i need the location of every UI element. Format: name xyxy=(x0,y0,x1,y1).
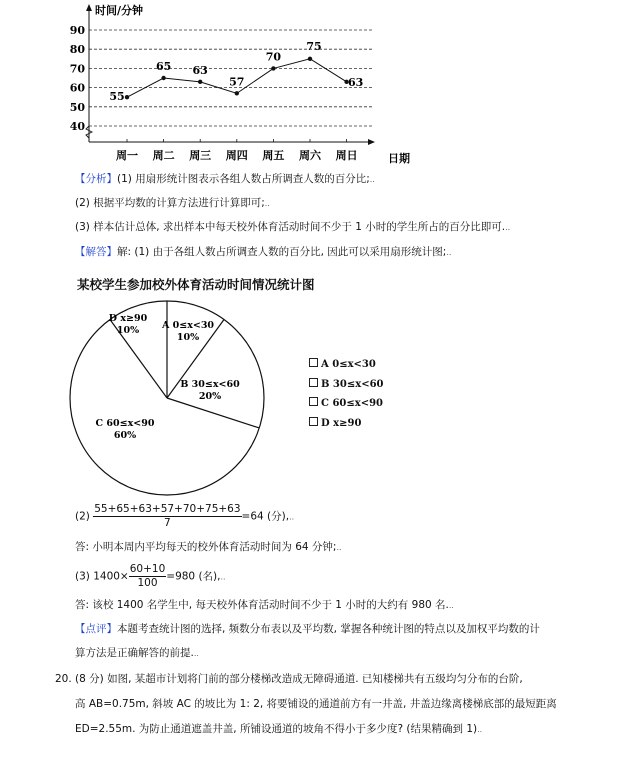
y-axis-label: 时间/分钟 xyxy=(95,4,144,17)
data-point xyxy=(271,66,275,70)
paragraph-mark: .. xyxy=(446,248,452,257)
analysis-3-text: (3) 样本估计总体, 求出样本中每天校外体育活动时间不少于 1 小时的学生所占的百分比即可. xyxy=(75,221,506,233)
y-tick-label: 80 xyxy=(69,43,85,57)
pie-slice-label: B 30≤x<60 xyxy=(180,379,240,390)
y-tick-label: 40 xyxy=(69,120,85,133)
data-label: 63 xyxy=(192,63,208,77)
data-point xyxy=(198,80,202,84)
y-tick-label: 90 xyxy=(69,24,85,37)
x-tick-label: 周五 xyxy=(262,149,285,162)
legend-swatch xyxy=(309,378,318,387)
x-tick-label: 周二 xyxy=(152,149,175,162)
legend-label: D x≥90 xyxy=(321,417,362,429)
paragraph-mark: .. xyxy=(220,572,226,582)
paragraph-mark: .. xyxy=(336,543,342,552)
legend-item xyxy=(309,417,361,429)
legend-swatch xyxy=(309,397,318,406)
data-label: 70 xyxy=(265,50,282,64)
q20-line-3-text: ED=2.55m. 为防止通道遮盖井盖, 所铺设通道的坡角不得小于多少度? (结果精确到 1) xyxy=(75,723,478,735)
y-axis-arrow xyxy=(86,4,92,11)
pie-slice-label: A 0≤x<30 xyxy=(161,320,215,331)
legend-label: B 30≤x<60 xyxy=(321,378,384,390)
pie-slice-label: D x≥90 xyxy=(108,313,148,324)
y-tick-label: 50 xyxy=(69,100,85,114)
legend-swatch xyxy=(309,358,318,367)
x-tick-label: 周四 xyxy=(225,149,248,162)
q20-line-1-text: 20. (8 分) 如图, 某超市计划将门前的部分楼梯改造成无障碍通道. 已知楼梯共有五级均匀分布的台阶, xyxy=(55,673,523,685)
x-axis-label: 日期 xyxy=(388,152,410,165)
solution-line-2 xyxy=(75,503,294,530)
data-label: 57 xyxy=(229,75,245,89)
solution-line-3 xyxy=(75,563,226,590)
sol3-numerator: 60+10 xyxy=(129,563,166,575)
data-label: 55 xyxy=(109,90,125,104)
paragraph-mark: .. xyxy=(264,199,270,208)
analysis-2-text: (2) 根据平均数的计算方法进行计算即可; xyxy=(75,197,265,209)
paragraph-mark: .. xyxy=(448,601,454,610)
answer-2-text: 答: 该校 1400 名学生中, 每天校外体育活动时间不少于 1 小时的大约有 980 名. xyxy=(75,599,449,611)
analysis-line-3 xyxy=(75,220,510,235)
x-tick-label: 周日 xyxy=(335,149,358,162)
legend-swatch xyxy=(309,417,318,426)
sol2-result: =64 (分), xyxy=(241,510,290,523)
sol2-prefix: (2) xyxy=(75,510,90,523)
legend-item xyxy=(309,397,383,409)
data-label: 65 xyxy=(155,60,172,73)
paragraph-mark: .. xyxy=(477,725,483,734)
data-label: 63 xyxy=(347,75,364,89)
sol2-fraction xyxy=(93,503,241,530)
legend-item xyxy=(309,358,376,370)
paragraph-mark: .. xyxy=(369,175,375,184)
data-point xyxy=(161,76,165,80)
pie-slice-percent: 10% xyxy=(176,332,200,343)
data-label: 75 xyxy=(306,39,322,53)
comment-2-text: 算方法是正确解答的前提. xyxy=(75,647,194,659)
data-point xyxy=(235,91,239,95)
data-point xyxy=(125,95,129,99)
pie-chart-title: 某校学生参加校外体育活动时间情况统计图 xyxy=(77,277,315,292)
comment-1-text: 本题考查统计图的选择, 频数分布表以及平均数, 掌握各种统计图的特点以及加权平均数的计 xyxy=(117,623,540,635)
x-tick-label: 周一 xyxy=(116,149,138,162)
legend-item xyxy=(309,378,384,390)
sol3-result: =980 (名), xyxy=(166,570,221,583)
comment-line-2 xyxy=(75,646,199,661)
sol2-numerator: 55+65+63+57+70+75+63 xyxy=(94,503,241,515)
solution-tag: 【解答】 xyxy=(75,246,117,258)
question-20-line-3 xyxy=(75,722,482,737)
x-tick-label: 周三 xyxy=(189,149,212,162)
question-20-line-1 xyxy=(55,672,523,686)
paragraph-mark: .. xyxy=(289,512,295,522)
line-chart-labels xyxy=(70,3,410,165)
paragraph-mark: .. xyxy=(193,649,199,658)
legend-label: C 60≤x<90 xyxy=(321,398,383,409)
analysis-line-1 xyxy=(75,172,375,187)
answer-line-1 xyxy=(75,540,342,555)
pie-slice-percent: 10% xyxy=(116,325,140,336)
sol3-denominator: 100 xyxy=(137,577,158,589)
sol3-prefix: (3) 1400× xyxy=(75,570,129,583)
sol2-denominator: 7 xyxy=(164,517,171,529)
line-chart xyxy=(0,0,618,175)
x-tick-label: 周六 xyxy=(299,149,321,162)
pie-chart xyxy=(60,300,300,500)
q20-line-2-text: 高 AB=0.75m, 斜坡 AC 的坡比为 1: 2, 将要铺设的通道前方有一井盖, 井盖边缘离楼梯底部的最短距离 xyxy=(75,698,557,710)
sol3-fraction xyxy=(129,563,167,590)
data-point xyxy=(308,57,312,61)
comment-tag: 【点评】 xyxy=(75,623,117,635)
solution-line-1 xyxy=(75,245,451,260)
pie-slice-percent: 20% xyxy=(198,391,222,402)
pie-slice-label: C 60≤x<90 xyxy=(95,418,155,429)
paragraph-mark: .. xyxy=(505,223,511,232)
y-tick-label: 70 xyxy=(69,62,85,76)
pie-slice-percent: 60% xyxy=(113,430,137,441)
analysis-1-text: (1) 用扇形统计图表示各组人数占所调查人数的百分比; xyxy=(117,173,370,185)
question-20-line-2 xyxy=(75,697,557,711)
y-tick-label: 60 xyxy=(69,81,85,95)
solution-1-text: 解: (1) 由于各组人数占所调查人数的百分比, 因此可以采用扇形统计图; xyxy=(117,246,447,258)
comment-line-1 xyxy=(75,622,540,636)
analysis-tag: 【分析】 xyxy=(75,173,117,185)
answer-1-text: 答: 小明本周内平均每天的校外体育活动时间为 64 分钟; xyxy=(75,541,337,553)
legend-label: A 0≤x<30 xyxy=(321,359,376,370)
analysis-line-2 xyxy=(75,196,270,211)
x-axis-arrow xyxy=(368,139,375,145)
answer-line-2 xyxy=(75,598,454,613)
